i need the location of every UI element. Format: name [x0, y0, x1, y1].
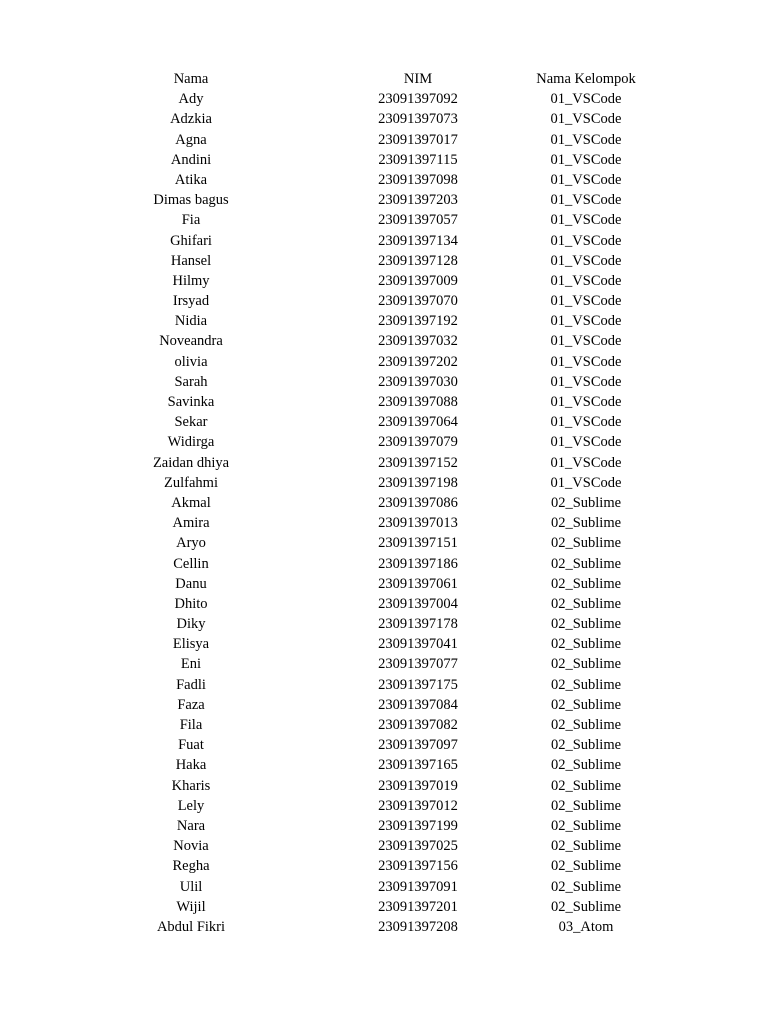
table-row — [0, 331, 768, 351]
header-nim: NIM — [403, 71, 433, 87]
cell-nama-kelompok: 02_Sublime — [550, 636, 622, 653]
table-row — [0, 432, 768, 452]
cell-nama-kelompok: 01_VSCode — [550, 252, 622, 269]
cell-nama: Savinka — [167, 394, 215, 410]
cell-nama: Elisya — [172, 636, 210, 653]
cell-nama: Diky — [176, 616, 206, 633]
table-row — [0, 311, 768, 331]
cell-nama-kelompok: 02_Sublime — [550, 858, 622, 875]
table-row — [0, 392, 768, 412]
table-row — [0, 130, 768, 150]
cell-nama: Fadli — [176, 676, 206, 693]
cell-nama-kelompok: 01_VSCode — [550, 111, 622, 128]
table-row — [0, 372, 768, 392]
student-group-table — [0, 69, 768, 937]
table-row — [0, 675, 768, 695]
cell-nama-kelompok: 01_VSCode — [550, 272, 622, 289]
cell-nama-kelompok: 01_VSCode — [550, 394, 622, 410]
cell-nama-kelompok: 01_VSCode — [550, 212, 622, 229]
cell-nim: 23091397115 — [378, 151, 458, 168]
table-body — [0, 89, 768, 937]
cell-nama: Sarah — [174, 373, 208, 390]
cell-nama-kelompok: 01_VSCode — [550, 313, 622, 330]
cell-nim: 23091397019 — [378, 777, 458, 794]
cell-nama: Ady — [178, 91, 204, 108]
cell-nim: 23091397165 — [378, 757, 458, 774]
cell-nama: Aryo — [176, 535, 206, 552]
cell-nama-kelompok: 02_Sublime — [550, 898, 622, 915]
cell-nama-kelompok: 01_VSCode — [550, 434, 622, 451]
cell-nama: Amira — [172, 515, 210, 532]
cell-nama: Adzkia — [170, 111, 212, 128]
cell-nim: 23091397178 — [378, 616, 458, 633]
cell-nama: Danu — [175, 575, 207, 592]
cell-nim: 23091397151 — [378, 535, 458, 552]
cell-nama: Zulfahmi — [164, 474, 218, 491]
cell-nim: 23091397152 — [378, 454, 458, 471]
table-row — [0, 210, 768, 230]
table-row — [0, 614, 768, 634]
table-row — [0, 634, 768, 654]
cell-nama-kelompok: 01_VSCode — [550, 171, 622, 188]
table-row — [0, 291, 768, 311]
cell-nim: 23091397057 — [378, 212, 458, 229]
cell-nama: Widirga — [167, 434, 215, 451]
cell-nama-kelompok: 02_Sublime — [550, 656, 622, 673]
cell-nama-kelompok: 02_Sublime — [550, 878, 622, 895]
cell-nim: 23091397128 — [378, 252, 458, 269]
table-row — [0, 695, 768, 715]
cell-nim: 23091397088 — [378, 394, 458, 410]
table-row — [0, 574, 768, 594]
table-row — [0, 533, 768, 553]
cell-nama-kelompok: 02_Sublime — [550, 535, 622, 552]
cell-nim: 23091397070 — [378, 293, 458, 310]
cell-nim: 23091397073 — [378, 111, 458, 128]
cell-nama: Novia — [173, 838, 209, 855]
cell-nim: 23091397077 — [378, 656, 458, 673]
cell-nama-kelompok: 02_Sublime — [550, 777, 622, 794]
cell-nama: Fuat — [178, 737, 204, 754]
cell-nim: 23091397156 — [378, 858, 458, 875]
cell-nama-kelompok: 01_VSCode — [550, 151, 622, 168]
table-row — [0, 251, 768, 271]
table-row — [0, 816, 768, 836]
cell-nim: 23091397086 — [378, 494, 458, 511]
table-row — [0, 473, 768, 493]
cell-nama-kelompok: 01_VSCode — [550, 454, 622, 471]
cell-nim: 23091397199 — [378, 817, 458, 834]
table-row — [0, 836, 768, 856]
cell-nim: 23091397208 — [378, 918, 458, 935]
table-row — [0, 554, 768, 574]
cell-nama-kelompok: 02_Sublime — [550, 737, 622, 754]
cell-nama-kelompok: 02_Sublime — [550, 515, 622, 532]
cell-nama: Abdul Fikri — [156, 918, 226, 935]
table-row — [0, 917, 768, 937]
cell-nim: 23091397192 — [378, 313, 458, 330]
cell-nama: Regha — [172, 858, 210, 875]
table-row — [0, 190, 768, 210]
cell-nama: Faza — [177, 696, 205, 713]
cell-nim: 23091397082 — [378, 717, 458, 733]
cell-nama: Dhito — [174, 595, 208, 612]
cell-nama-kelompok: 02_Sublime — [550, 555, 622, 572]
cell-nama-kelompok: 02_Sublime — [550, 696, 622, 713]
cell-nama-kelompok: 02_Sublime — [550, 575, 622, 592]
table-row — [0, 796, 768, 816]
cell-nim: 23091397013 — [378, 515, 458, 532]
cell-nama: Hansel — [170, 252, 212, 269]
cell-nama-kelompok: 03_Atom — [558, 918, 614, 935]
table-row — [0, 594, 768, 614]
cell-nim: 23091397097 — [378, 737, 458, 754]
table-row — [0, 715, 768, 735]
cell-nama: Andini — [170, 151, 212, 168]
cell-nim: 23091397025 — [378, 838, 458, 855]
cell-nim: 23091397098 — [378, 171, 458, 188]
cell-nama: Wijil — [176, 898, 206, 915]
cell-nama: Zaidan dhiya — [152, 454, 230, 471]
cell-nim: 23091397175 — [378, 676, 458, 693]
table-row — [0, 271, 768, 291]
cell-nama-kelompok: 01_VSCode — [550, 333, 622, 350]
cell-nama: Ulil — [179, 878, 203, 895]
cell-nama: Cellin — [173, 555, 209, 572]
table-row — [0, 856, 768, 876]
table-row — [0, 150, 768, 170]
cell-nama-kelompok: 01_VSCode — [550, 353, 622, 370]
cell-nim: 23091397079 — [378, 434, 458, 451]
cell-nim: 23091397041 — [378, 636, 458, 653]
table-row — [0, 755, 768, 775]
cell-nama: Sekar — [174, 414, 208, 431]
cell-nim: 23091397017 — [378, 131, 458, 148]
table-row — [0, 89, 768, 109]
table-row — [0, 877, 768, 897]
cell-nama-kelompok: 01_VSCode — [550, 373, 622, 390]
cell-nim: 23091397004 — [378, 595, 458, 612]
cell-nama-kelompok: 01_VSCode — [550, 192, 622, 209]
cell-nim: 23091397201 — [378, 898, 458, 915]
table-row — [0, 109, 768, 129]
cell-nama: Nidia — [174, 313, 208, 330]
cell-nama-kelompok: 01_VSCode — [550, 232, 622, 249]
cell-nama-kelompok: 02_Sublime — [550, 595, 622, 612]
cell-nama: Kharis — [171, 777, 211, 794]
cell-nama-kelompok: 02_Sublime — [550, 838, 622, 855]
cell-nama: Akmal — [171, 494, 211, 511]
cell-nama: Atika — [174, 171, 208, 188]
cell-nim: 23091397092 — [378, 91, 458, 108]
cell-nim: 23091397203 — [378, 192, 458, 209]
table-row — [0, 776, 768, 796]
cell-nama: Eni — [180, 656, 202, 673]
cell-nama-kelompok: 01_VSCode — [550, 414, 622, 431]
cell-nim: 23091397032 — [378, 333, 458, 350]
cell-nim: 23091397091 — [378, 878, 458, 895]
header-nama-kelompok: Nama Kelompok — [536, 71, 636, 87]
cell-nama: olivia — [174, 353, 208, 370]
cell-nama-kelompok: 02_Sublime — [550, 817, 622, 834]
table-row — [0, 352, 768, 372]
cell-nama-kelompok: 01_VSCode — [550, 293, 622, 310]
cell-nama-kelompok: 01_VSCode — [550, 131, 622, 148]
table-row — [0, 513, 768, 533]
cell-nama-kelompok: 01_VSCode — [550, 91, 622, 108]
cell-nim: 23091397134 — [378, 232, 458, 249]
cell-nim: 23091397012 — [378, 797, 458, 814]
cell-nama-kelompok: 02_Sublime — [550, 717, 622, 733]
table-row — [0, 453, 768, 473]
cell-nama: Ghifari — [170, 232, 212, 249]
cell-nim: 23091397202 — [378, 353, 458, 370]
cell-nim: 23091397084 — [378, 696, 458, 713]
cell-nim: 23091397061 — [378, 575, 458, 592]
cell-nim: 23091397064 — [378, 414, 458, 431]
cell-nama: Hilmy — [172, 272, 210, 289]
table-header-row — [0, 69, 768, 89]
cell-nama-kelompok: 02_Sublime — [550, 757, 622, 774]
table-row — [0, 735, 768, 755]
cell-nama: Nara — [176, 817, 206, 834]
cell-nama: Haka — [175, 757, 207, 774]
cell-nama: Noveandra — [159, 333, 223, 350]
table-row — [0, 493, 768, 513]
table-row — [0, 231, 768, 251]
cell-nama: Fia — [181, 212, 201, 229]
cell-nama-kelompok: 02_Sublime — [550, 494, 622, 511]
cell-nama-kelompok: 01_VSCode — [550, 474, 622, 491]
cell-nim: 23091397186 — [378, 555, 458, 572]
cell-nama-kelompok: 02_Sublime — [550, 797, 622, 814]
header-nama: Nama — [173, 71, 209, 87]
table-row — [0, 170, 768, 190]
cell-nama: Agna — [175, 131, 207, 148]
cell-nim: 23091397030 — [378, 373, 458, 390]
cell-nim: 23091397009 — [378, 272, 458, 289]
cell-nama: Fila — [179, 717, 203, 733]
cell-nama: Lely — [177, 797, 205, 814]
cell-nama: Dimas bagus — [153, 192, 229, 209]
cell-nama: Irsyad — [172, 293, 210, 310]
table-row — [0, 897, 768, 917]
table-row — [0, 654, 768, 674]
cell-nama-kelompok: 02_Sublime — [550, 616, 622, 633]
table-row — [0, 412, 768, 432]
cell-nim: 23091397198 — [378, 474, 458, 491]
cell-nama-kelompok: 02_Sublime — [550, 676, 622, 693]
